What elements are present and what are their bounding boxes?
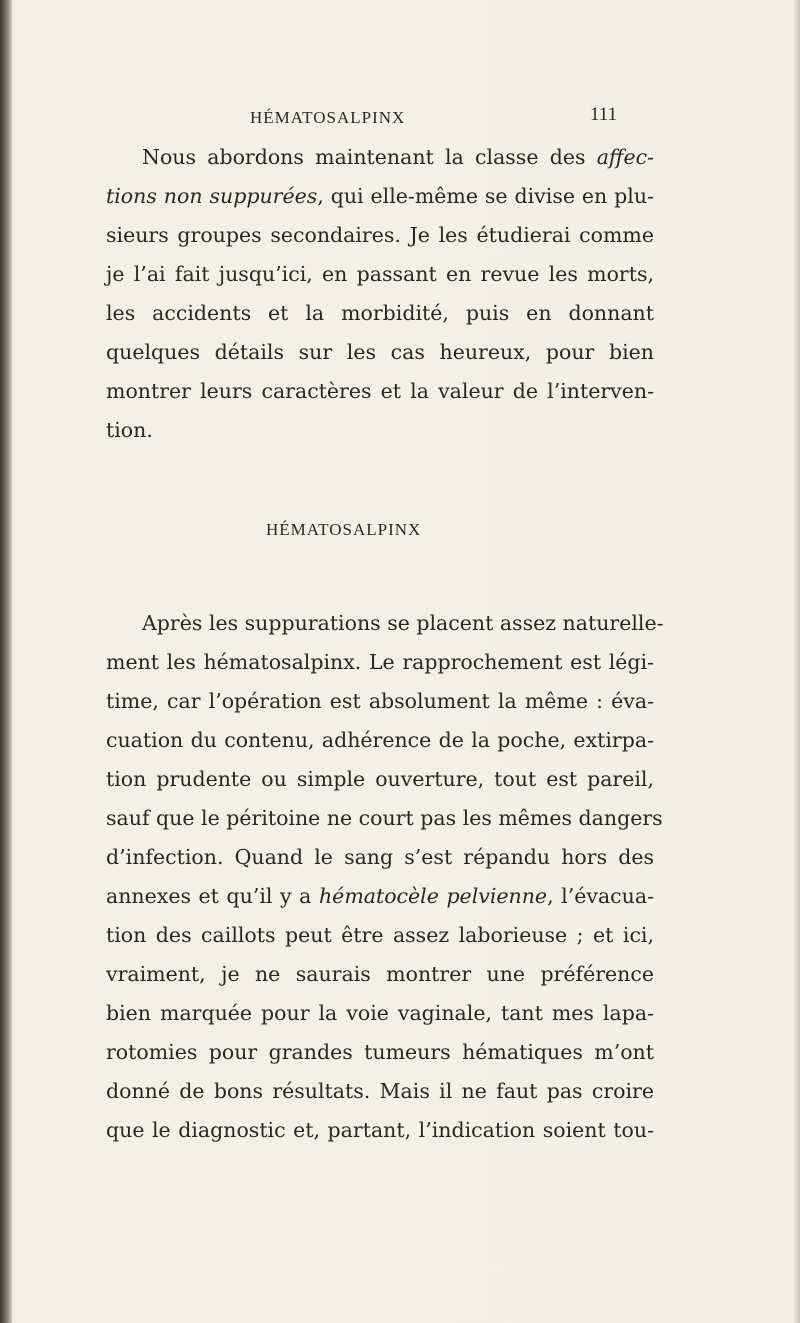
running-head: HÉMATOSALPINX bbox=[250, 108, 406, 127]
text-line: annexes et qu’il y a hématocèle pelvienne, l’évacua- bbox=[106, 884, 654, 908]
text-line: vraiment, je ne saurais montrer une préférence bbox=[106, 962, 654, 986]
text-line: sieurs groupes secondaires. Je les étudierai comme bbox=[106, 223, 654, 247]
paragraph-intro bbox=[106, 138, 654, 450]
text-line: tion. bbox=[106, 418, 153, 442]
book-binding-edge bbox=[0, 0, 12, 1323]
italic-term: tions non suppurées bbox=[106, 184, 318, 208]
text-line: tion prudente ou simple ouverture, tout est pareil, bbox=[106, 767, 654, 791]
text-line: bien marquée pour la voie vaginale, tant mes lapa- bbox=[106, 1001, 654, 1025]
text-line: d’infection. Quand le sang s’est répandu hors des bbox=[106, 845, 654, 869]
text-line: ment les hématosalpinx. Le rapprochement est légi- bbox=[106, 650, 654, 674]
text-line: cuation du contenu, adhérence de la poche, extirpa- bbox=[106, 728, 654, 752]
text-line: sauf que le péritoine ne court pas les mêmes dangers bbox=[106, 806, 663, 830]
text-line: les accidents et la morbidité, puis en donnant bbox=[106, 301, 654, 325]
text-line: Après les suppurations se placent assez naturelle- bbox=[142, 611, 664, 635]
italic-term: hématocèle pelvienne bbox=[318, 884, 548, 908]
text-line: tions non suppurées, qui elle-même se divise en plu- bbox=[106, 184, 654, 208]
italic-term: affec- bbox=[596, 145, 654, 169]
page-number: 111 bbox=[590, 104, 618, 125]
text-line: quelques détails sur les cas heureux, pour bien bbox=[106, 340, 654, 364]
text-line: donné de bons résultats. Mais il ne faut pas croire bbox=[106, 1079, 654, 1103]
text-line: montrer leurs caractères et la valeur de l’interven- bbox=[106, 379, 654, 403]
page-right-edge bbox=[794, 0, 800, 1323]
text-line: je l’ai fait jusqu’ici, en passant en revue les morts, bbox=[106, 262, 654, 286]
section-title: HÉMATOSALPINX bbox=[266, 520, 422, 539]
text-line: tion des caillots peut être assez laborieuse ; et ici, bbox=[106, 923, 654, 947]
text-line: Nous abordons maintenant la classe des affec- bbox=[142, 145, 654, 169]
text-line: rotomies pour grandes tumeurs hématiques m’ont bbox=[106, 1040, 654, 1064]
text-line: time, car l’opération est absolument la même : éva- bbox=[106, 689, 654, 713]
paragraph-hematosalpinx bbox=[106, 604, 664, 1150]
text-line: que le diagnostic et, partant, l’indication soient tou- bbox=[106, 1118, 654, 1142]
